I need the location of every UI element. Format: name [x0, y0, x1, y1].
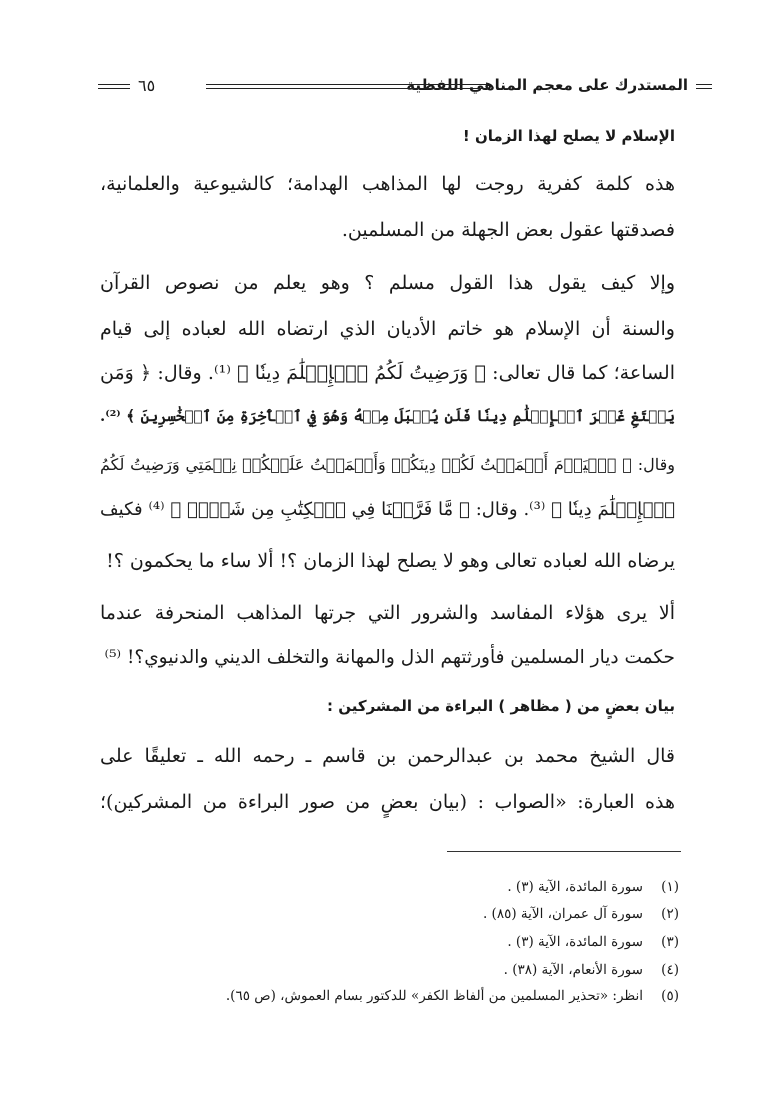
footnote [150, 904, 679, 924]
footnote-text: سورة آل عمران، الآية (٨٥) . [482, 906, 643, 922]
footnote-text: سورة المائدة، الآية (٣) . [507, 879, 643, 895]
section-heading-bara: بيان بعضٍ من ( مظاهر ) البراءة من المشركين : [327, 697, 675, 715]
running-header [98, 72, 688, 102]
header-rule-left [98, 84, 130, 89]
paragraph-line: قال الشيخ محمد بن عبدالرحمن بن قاسم ـ رحمه الله ـ تعليقًا على [100, 745, 675, 767]
page-number: ٦٥ [138, 76, 156, 95]
paragraph-line: هذه كلمة كفرية روجت لها المذاهب الهدامة؛ كالشيوعية والعلمانية، [100, 173, 675, 195]
paragraph-line: فصدقتها عقول بعض الجهلة من المسلمين. [341, 219, 675, 241]
footnote-number: (٢) [661, 906, 679, 922]
footnote-text: انظر: «تحذير المسلمين من ألفاظ الكفر» للدكتور بسام العموش، (ص ٦٥). [225, 988, 643, 1004]
quran-verse-line: وقال: ﴿ ٱلۡيَوۡمَ أَكۡمَلۡتُ لَكُمۡ دِينَكُمۡ وَأَتۡمَمۡتُ عَلَيۡكُمۡ نِعۡمَتِي وَرَضِيتُ لَكُمُ [100, 455, 675, 474]
quran-verse-line: ٱلۡإِسۡلَٰمَ دِينٗا ﴾ ⁽³⁾. وقال: ﴿ مَّا فَرَّطۡنَا فِي ٱلۡكِتَٰبِ مِن شَيۡءٖ ﴾ ⁽⁴⁾ فكيف [100, 499, 675, 520]
paragraph-line: يرضاه الله لعباده تعالى وهو لا يصلح لهذا الزمان ؟! ألا ساء ما يحكمون ؟! [106, 550, 675, 572]
paragraph-line: وإلا كيف يقول هذا القول مسلم ؟ وهو يعلم من نصوص القرآن [100, 272, 675, 294]
footnote [150, 932, 679, 952]
paragraph-line: والسنة أن الإسلام هو خاتم الأديان الذي ارتضاه الله لعباده إلى قيام [100, 318, 675, 340]
footnote-text: سورة الأنعام، الآية (٣٨) . [503, 962, 643, 978]
footnote-number: (٣) [661, 934, 679, 950]
footnote [150, 877, 679, 897]
running-title: المستدرك على معجم المناهي اللفظية [406, 76, 688, 94]
footnote-number: (٤) [661, 962, 679, 978]
paragraph-line: الساعة؛ كما قال تعالى: ﴿ وَرَضِيتُ لَكُمُ ٱلۡإِسۡلَٰمَ دِينٗا ﴾ ⁽¹⁾. وقال: ﴿ وَمَن [100, 362, 676, 384]
footnote-number: (١) [661, 879, 679, 895]
header-rule-middle [206, 84, 488, 89]
paragraph-line: ألا يرى هؤلاء المفاسد والشرور التي جرتها المذاهب المنحرفة عندما [100, 602, 675, 624]
footnote [150, 986, 679, 1006]
footnote-text: سورة المائدة، الآية (٣) . [507, 934, 643, 950]
footnote-separator [447, 851, 681, 852]
paragraph-line: حكمت ديار المسلمين فأورثتهم الذل والمهانة والتخلف الديني والدنيوي؟! ⁽⁵⁾ [104, 647, 675, 668]
header-rule-right [696, 84, 712, 89]
footnote-number: (٥) [661, 988, 679, 1004]
footnote [150, 960, 679, 980]
paragraph-line: هذه العبارة: «الصواب : (بيان بعضٍ من صور البراءة من المشركين)؛ [100, 791, 675, 813]
quran-verse-line: يَبۡتَغِ غَيۡرَ ٱلۡإِسۡلَٰمِ دِينٗا فَلَن يُقۡبَلَ مِنۡهُ وَهُوَ فِي ٱلۡأٓخِرَةِ مِنَ ٱلۡخَٰسِرِينَ ﴾ ⁽²⁾. [100, 407, 675, 425]
section-heading-islam: الإسلام لا يصلح لهذا الزمان ! [462, 127, 675, 145]
